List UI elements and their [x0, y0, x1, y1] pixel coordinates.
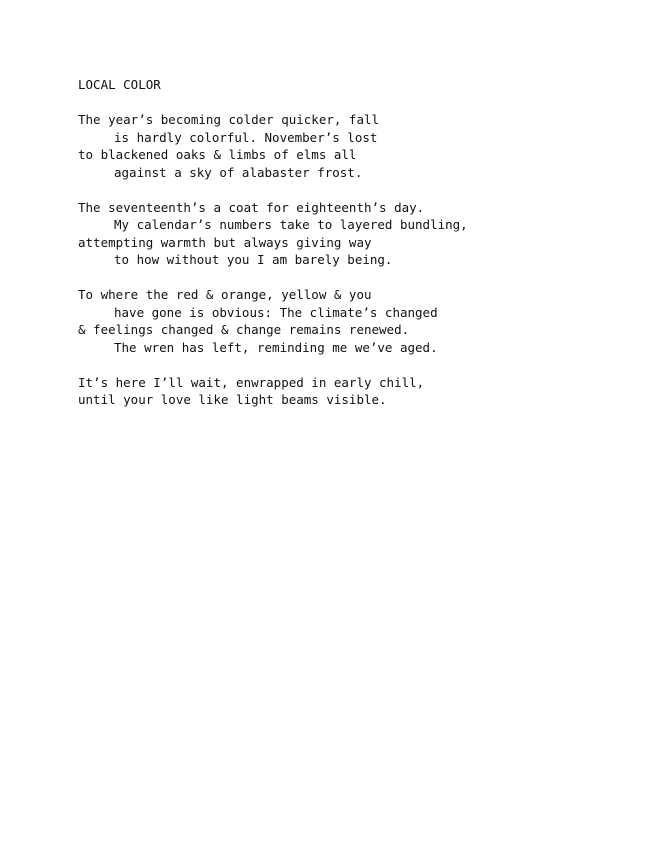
poem-line-indented: is hardly colorful. November’s lost	[114, 129, 378, 145]
poem-line-indented: My calendar’s numbers take to layered bundling,	[114, 217, 468, 232]
stanza-3	[78, 286, 638, 356]
poem-line: & feelings changed & change remains renewed.	[78, 322, 410, 337]
poem-line: The year’s becoming colder quicker, fall	[78, 112, 380, 127]
poem-line: The seventeenth’s a coat for eighteenth’s day.	[78, 199, 425, 215]
poem-line: To where the red & orange, yellow & you	[78, 287, 372, 302]
poem-line-indented: against a sky of alabaster frost.	[114, 164, 363, 180]
stanza-1	[78, 111, 638, 181]
poem-line: until your love like light beams visible.	[78, 392, 387, 407]
poem-title: LOCAL COLOR	[78, 77, 161, 92]
poem-line-indented: to how without you I am barely being.	[114, 252, 393, 267]
stanza-2	[78, 199, 638, 269]
poem-line: to blackened oaks & limbs of elms all	[78, 147, 357, 162]
poem-page	[78, 76, 638, 426]
stanza-4	[78, 374, 638, 409]
poem-line-indented: The wren has left, reminding me we’ve aged.	[114, 339, 438, 355]
poem-line-indented: have gone is obvious: The climate’s changed	[114, 304, 438, 320]
poem-line: attempting warmth but always giving way	[78, 234, 372, 250]
poem-line: It’s here I’ll wait, enwrapped in early chill,	[78, 374, 425, 390]
